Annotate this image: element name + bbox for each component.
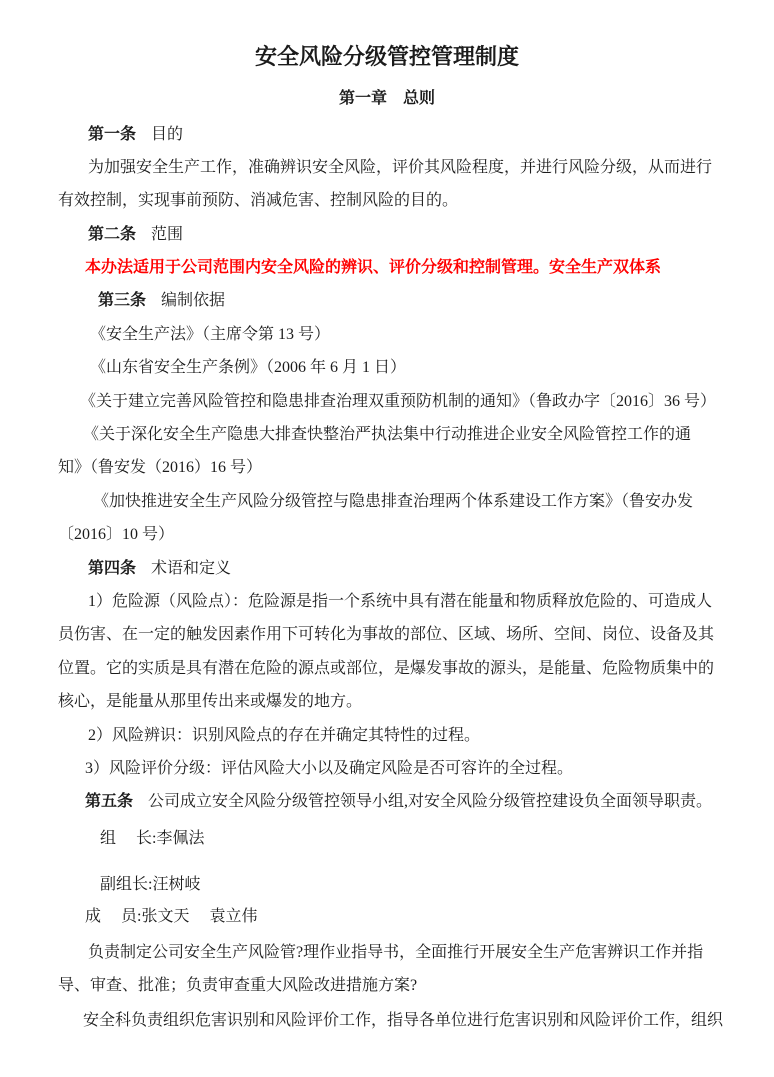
citation-text: 《山东省安全生产条例》（2006 年 6 月 1 日） xyxy=(90,359,407,376)
article-title: 编制依据 xyxy=(161,292,226,309)
article-label: 第二条 xyxy=(88,226,137,243)
article-label: 第三条 xyxy=(98,292,147,309)
body-text: 有效控制，实现事前预防、消减危害、控制风险的目的。 xyxy=(58,192,459,209)
emphasis-red-line xyxy=(58,251,744,284)
leader-role-text: 成 员:张文天 袁立伟 xyxy=(85,908,258,925)
body-line xyxy=(58,585,747,618)
body-text: 核心，是能量从那里传出来或爆发的地方。 xyxy=(58,693,363,710)
citation-line xyxy=(58,485,752,518)
article-heading-line xyxy=(58,785,744,818)
leader-role-line xyxy=(58,868,759,901)
article-title: 术语和定义 xyxy=(151,560,232,577)
leader-role-line xyxy=(58,822,759,855)
article-title: 目的 xyxy=(151,126,184,143)
chapter-heading: 第一章 总则 xyxy=(338,90,435,107)
citation-line xyxy=(58,318,749,351)
body-line xyxy=(58,618,717,651)
body-line xyxy=(58,685,717,718)
body-line xyxy=(58,184,717,217)
body-text: 员伤害、在一定的触发因素作用下可转化为事故的部位、区域、场所、空间、岗位、设备及其 xyxy=(58,626,715,643)
body-text: 2）风险辨识：识别风险点的存在并确定其特性的过程。 xyxy=(88,727,481,744)
citation-line xyxy=(58,351,749,384)
article-label: 第五条 xyxy=(85,793,134,810)
article-heading-line xyxy=(58,218,747,251)
body-text: 3）风险评价分级：评估风险大小以及确定风险是否可容许的全过程。 xyxy=(85,760,574,777)
citation-line xyxy=(58,385,739,418)
body-text: 导、审查、批准；负责审查重大风险改进措施方案? xyxy=(58,977,418,994)
citation-text: 《关于建立完善风险管控和隐患排查治理双重预防机制的通知》（鲁政办字〔2016〕36 号） xyxy=(80,393,717,410)
citation-text: 知》（鲁安发（2016）16 号） xyxy=(58,459,263,476)
citation-line xyxy=(58,451,717,484)
citation-line xyxy=(58,418,742,451)
article-text: 公司成立安全风险分级管控领导小组,对安全风险分级管控建设负全面领导职责。 xyxy=(148,793,713,810)
body-line xyxy=(58,752,744,785)
body-line xyxy=(58,151,747,184)
body-text: 为加强安全生产工作，准确辨识安全风险，评价其风险程度，并进行风险分级，从而进行 xyxy=(88,159,713,176)
leader-role-text: 组 长:李佩法 xyxy=(100,830,205,847)
citation-line xyxy=(58,518,717,551)
document-title: 安全风险分级管控管理制度 xyxy=(254,44,519,69)
article-label: 第一条 xyxy=(88,126,137,143)
article-heading-line xyxy=(58,118,747,151)
citation-text: 〔2016〕10 号） xyxy=(58,526,175,543)
leader-role-text: 副组长:汪树岐 xyxy=(100,876,201,893)
article-heading-line xyxy=(58,284,757,317)
citation-text: 《安全生产法》（主席令第 13 号） xyxy=(90,326,331,343)
body-text: 1）危险源（风险点）：危险源是指一个系统中具有潜在能量和物质释放危险的、可造成人 xyxy=(88,593,713,610)
body-line xyxy=(58,936,747,969)
body-line xyxy=(58,652,717,685)
body-text: 负责制定公司安全生产风险管?理作业指导书，全面推行开展安全生产危害辨识工作并指 xyxy=(88,944,704,961)
article-label: 第四条 xyxy=(88,560,137,577)
article-heading-line xyxy=(58,552,747,585)
body-text: 位置。它的实质是具有潜在危险的源点或部位，是爆发事故的源头，是能量、危险物质集中的 xyxy=(58,660,715,677)
citation-text: 《关于深化安全生产隐患大排查快整治严执法集中行动推进企业安全风险管控工作的通 xyxy=(83,426,692,443)
article-title: 范围 xyxy=(151,226,184,243)
body-line xyxy=(58,719,747,752)
emphasis-text: 本办法适用于公司范围内安全风险的辨识、评价分级和控制管理。安全生产双体系 xyxy=(85,259,662,276)
citation-text: 《加快推进安全生产风险分级管控与隐患排查治理两个体系建设工作方案》（鲁安办发 xyxy=(93,493,694,510)
leader-role-line xyxy=(58,900,744,933)
body-text: 安全科负责组织危害识别和风险评价工作，指导各单位进行危害识别和风险评价工作，组织 xyxy=(83,1012,724,1029)
body-line xyxy=(58,1004,742,1037)
body-line xyxy=(58,969,717,1002)
